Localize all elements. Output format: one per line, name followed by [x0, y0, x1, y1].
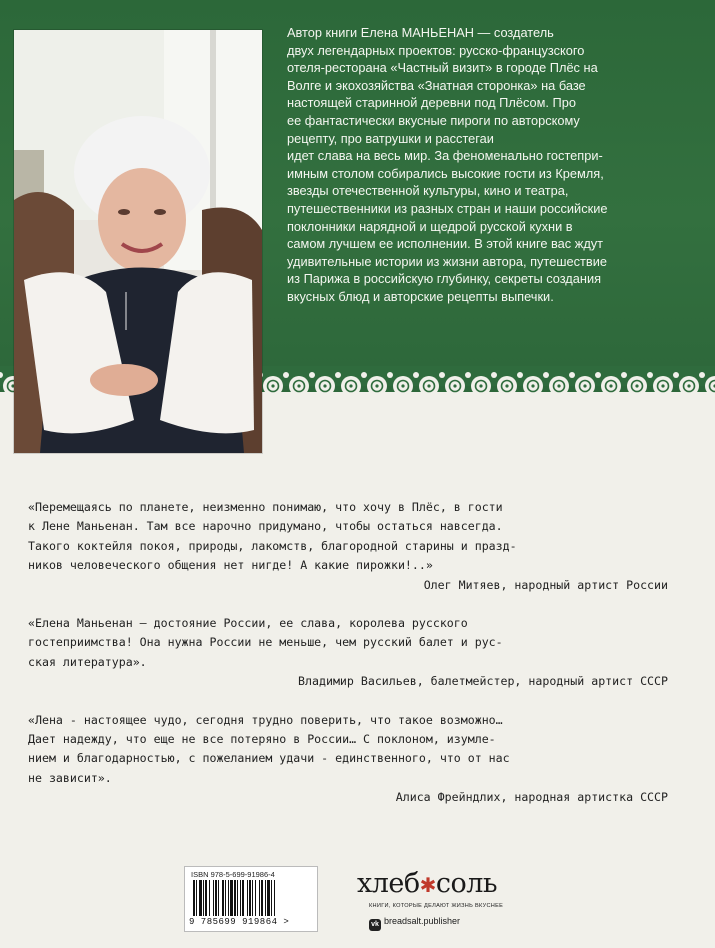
testimonial-freindlikh	[28, 711, 700, 808]
author-blurb	[287, 24, 699, 306]
blurb-line: самом лучшем ее исполнении. В этой книге вас ждут	[287, 236, 604, 252]
blurb-line: имным столом собирались высокие гости из Кремля,	[287, 165, 604, 181]
blurb-line: настоящей старинной деревни под Плёсом. Про	[287, 95, 576, 111]
barcode-bars	[193, 880, 309, 916]
quote-line: ская литература».	[28, 654, 147, 669]
quote-line: к Лене Маньенан. Там все нарочно придумано, чтобы остаться навсегда.	[28, 519, 503, 534]
star-icon: ✱	[419, 873, 436, 897]
quote-line: гостеприимства! Она нужна России не меньше, чем русский балет и рус-	[28, 635, 503, 650]
quote-line: Такого коктейля покоя, природы, лакомств, благородной старины и празд-	[28, 538, 517, 553]
quote-line: «Перемещаясь по планете, неизменно понимаю, что хочу в Плёс, в гости	[28, 500, 503, 514]
quote-author: Олег Митяев, народный артист России	[423, 577, 668, 592]
blurb-line: двух легендарных проектов: русско-французского	[287, 42, 585, 58]
isbn-barcode	[184, 866, 318, 932]
quote-line: «Лена - настоящее чудо, сегодня трудно поверить, что такое возможно…	[28, 712, 503, 727]
quote-line: Дает надежду, что еще не все потеряно в России… С поклоном, изумле-	[28, 732, 496, 747]
blurb-line: из Парижа в российскую глубинку, секреты создания	[287, 271, 602, 287]
barcode-digits: 9 785699 919864 >	[189, 917, 290, 927]
quote-line: «Елена Маньенан — достояние России, ее слава, королева русского	[28, 616, 468, 631]
isbn-label: ISBN 978-5-699-91986-4	[191, 870, 275, 879]
author-photo	[14, 30, 262, 453]
blurb-line: ее фантастически вкусные пироги по авторскому	[287, 112, 580, 128]
publisher-tagline: КНИГИ, КОТОРЫЕ ДЕЛАЮТ ЖИЗНЬ ВКУСНЕЕ	[369, 903, 504, 909]
blurb-line: звезды отечественной культуры, кино и театра,	[287, 183, 569, 199]
social-handle: breadsalt.publisher	[384, 916, 461, 926]
blurb-line: удивительные истории из жизни автора, путешествие	[287, 253, 607, 269]
quote-line: нием и благодарностью, с пожеланием удачи - единственного, что от нас	[28, 751, 510, 766]
testimonial-vasiliev	[28, 614, 700, 692]
blurb-line: идет слава на весь мир. За феноменально гостепри-	[287, 148, 603, 164]
blurb-line: отеля-ресторана «Частный визит» в городе Плёс на	[287, 60, 598, 76]
quote-author: Владимир Васильев, балетмейстер, народный артист СССР	[298, 674, 668, 689]
blurb-line: Волге и экохозяйства «Знатная сторонка» на базе	[287, 77, 586, 93]
quote-author: Алиса Фрейндлих, народная артистка СССР	[395, 790, 668, 805]
wordmark-right: соль	[435, 868, 498, 899]
blurb-line: поклонники нарядной и щедрой русской кухни в	[287, 218, 573, 234]
publisher-wordmark	[357, 868, 497, 899]
testimonials	[28, 498, 700, 827]
blurb-line: путешественники из разных стран и наши российские	[287, 200, 608, 216]
publisher-social	[369, 916, 460, 931]
vk-icon: vk	[369, 919, 381, 931]
blurb-line: рецепту, про ватрушки и расстегаи	[287, 130, 494, 146]
quote-line: не зависит».	[28, 770, 112, 785]
testimonial-mityaev	[28, 498, 700, 595]
wordmark-left: хлеб	[357, 868, 420, 899]
quote-line: ников человеческого общения нет нигде! А какие пирожки!..»	[28, 558, 433, 573]
publisher-logo	[355, 868, 535, 938]
blurb-line: Автор книги Елена МАНЬЕНАН — создатель	[287, 25, 554, 40]
blurb-line: вкусных блюд и авторские рецепты выпечки.	[287, 288, 554, 304]
